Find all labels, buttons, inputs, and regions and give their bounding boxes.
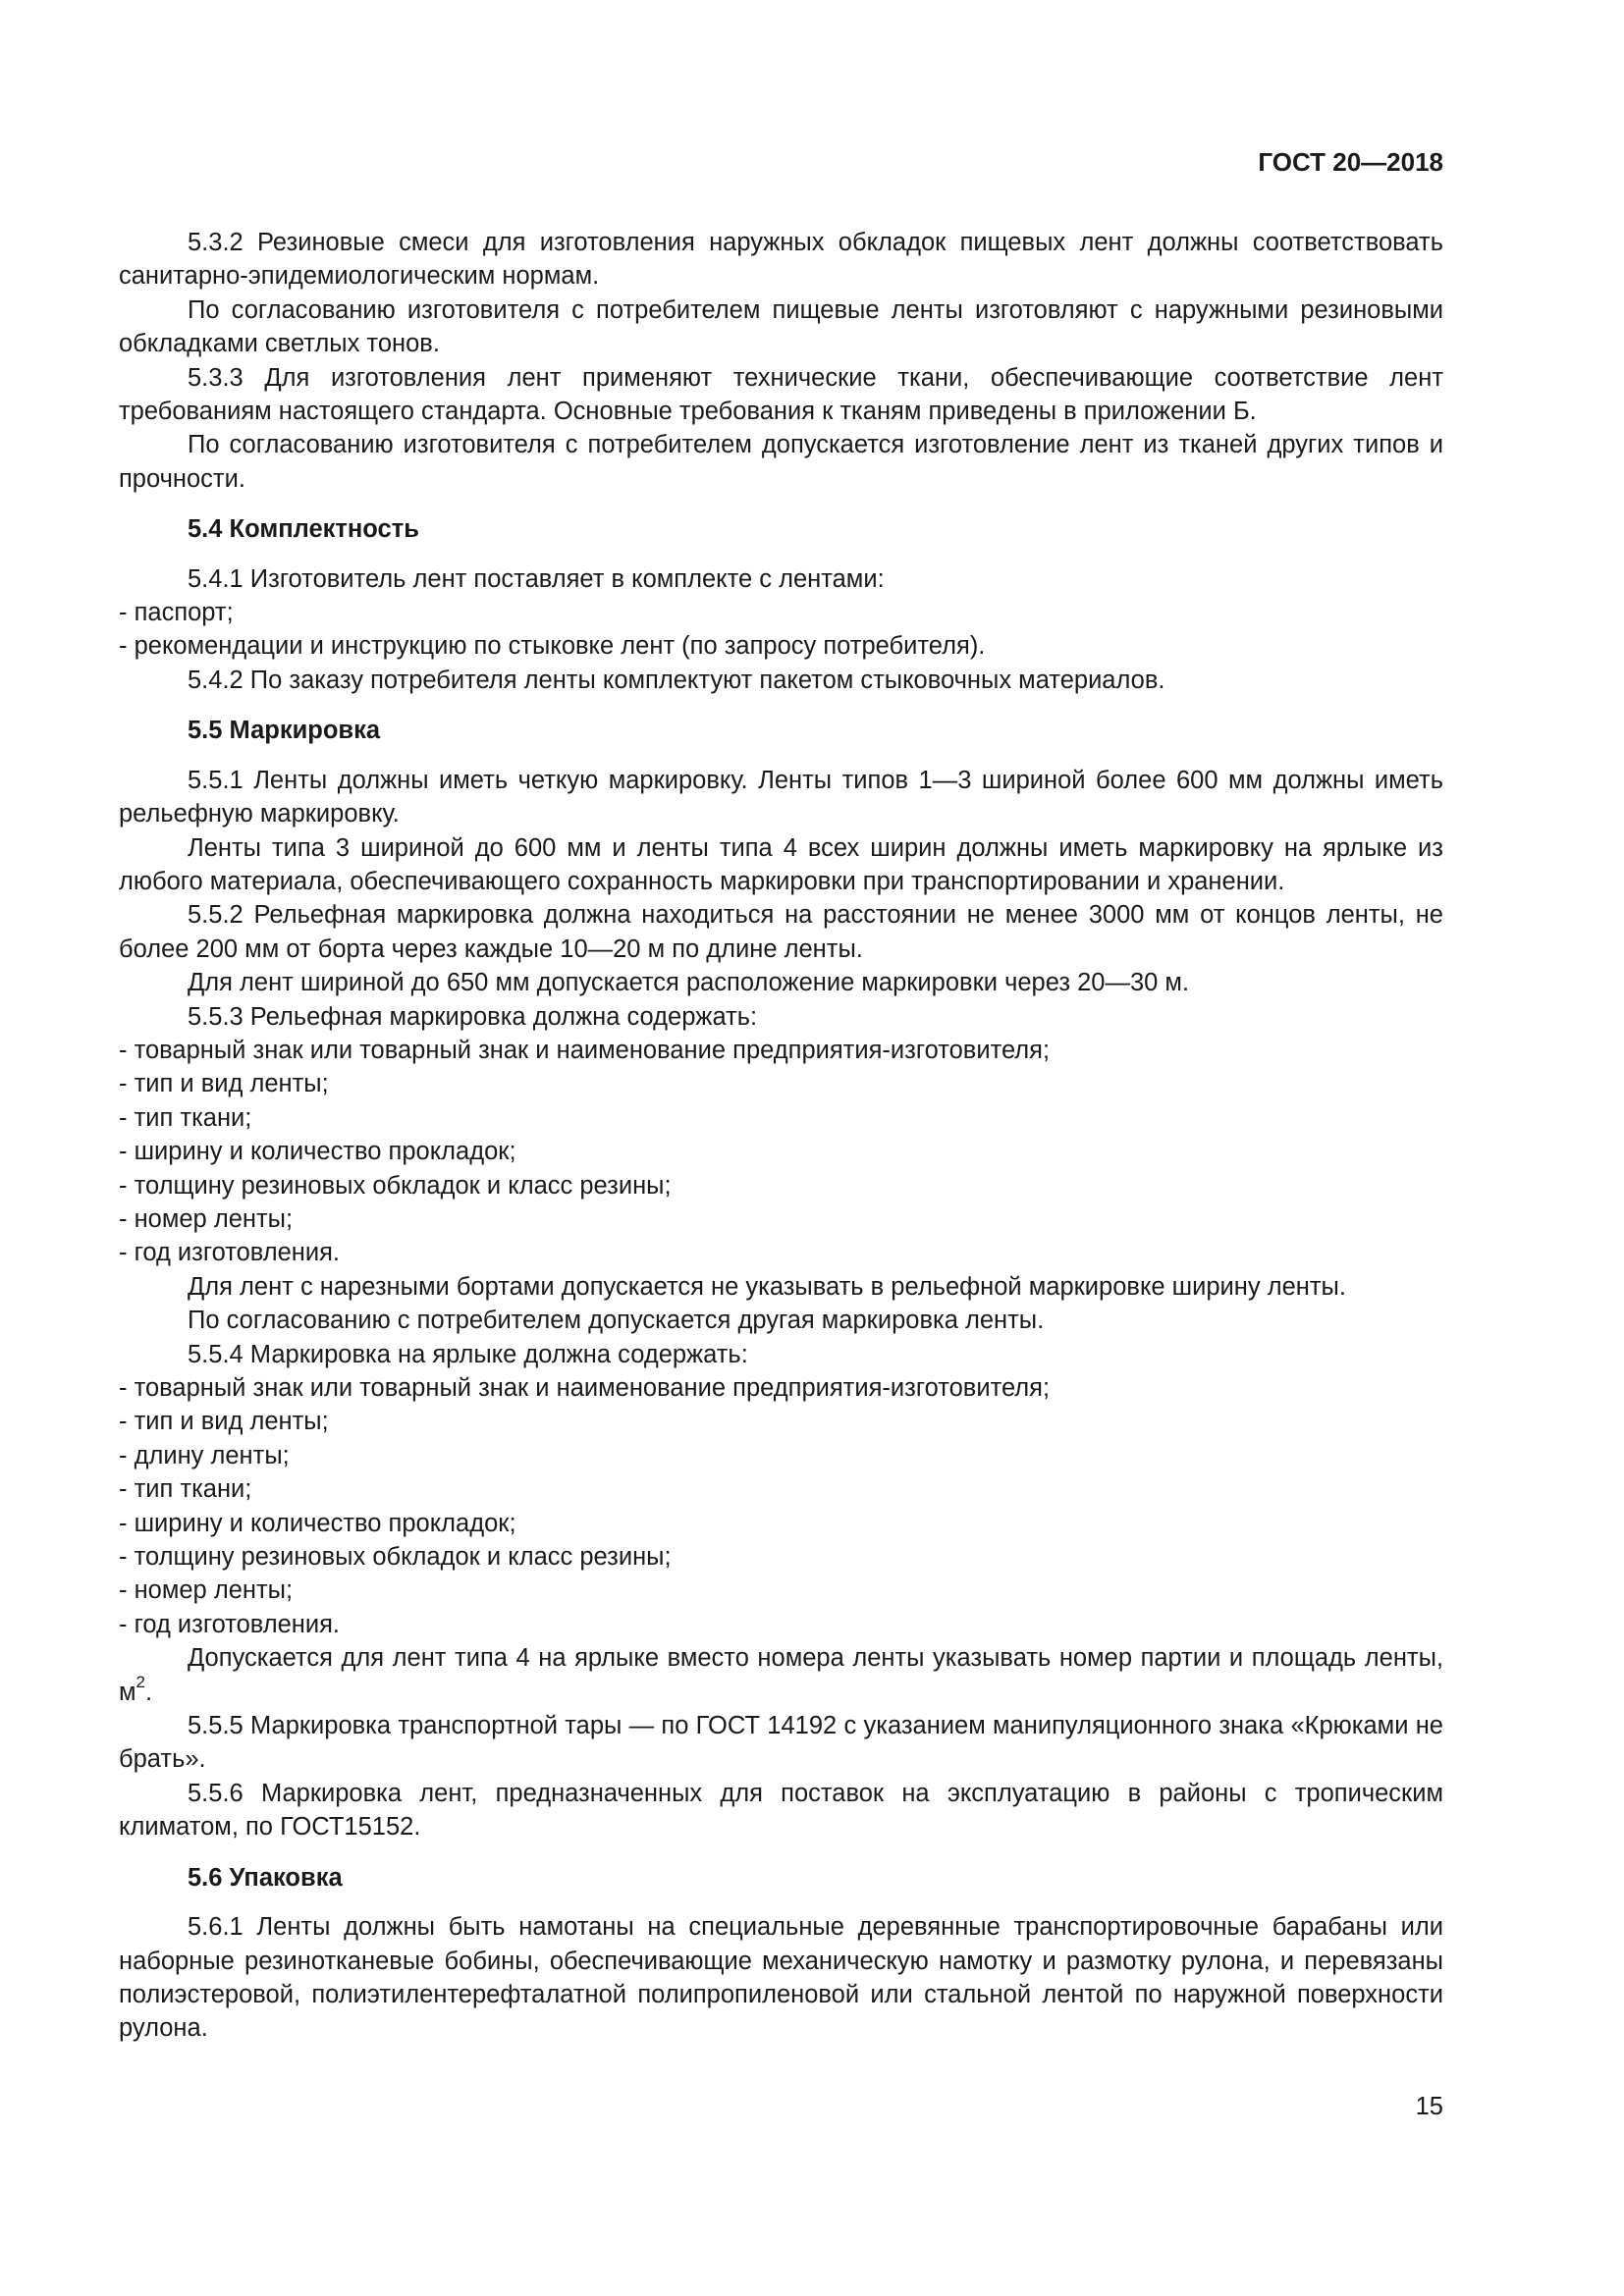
paragraph-5-5-4-b-text: Допускается для лент типа 4 на ярлыке вместо номера ленты указывать номер партии и площадь ленты, м <box>119 1644 1443 1706</box>
list-item: - год изготовления. <box>119 1610 341 1638</box>
paragraph-5-6-1: 5.6.1 Ленты должны быть намотаны на специальные деревянные транспортировочные барабаны или наборные резинотканевые бобины, обеспечивающие механическую намотку и размотку рулона, и перевязаны полиэстеровой, полиэтилентерефталатной полипропиленовой или стальной лентой по наружной поверхности рулона. <box>119 1913 1443 2043</box>
list-item: - товарный знак или товарный знак и наименование предприятия-изготовителя; <box>119 1036 1051 1064</box>
list-item: - паспорт; <box>119 599 234 627</box>
list-item: - номер ленты; <box>119 1576 294 1605</box>
paragraph-5-3-2: 5.3.2 Резиновые смеси для изготовления наружных обкладок пищевых лент должны соответствовать санитарно-эпидемиологическим нормам. <box>119 229 1443 291</box>
list-item: - тип ткани; <box>119 1475 252 1504</box>
paragraph-5-5-3-c: По согласованию с потребителем допускается другая маркировка ленты. <box>188 1307 1045 1335</box>
paragraph-5-5-4: 5.5.4 Маркировка на ярлыке должна содержать: <box>188 1340 748 1368</box>
list-item: - тип ткани; <box>119 1103 252 1132</box>
section-heading-5-4: 5.4 Комплектность <box>188 515 419 544</box>
page-number: 15 <box>1415 2093 1443 2120</box>
paragraph-5-5-2-b: Для лент шириной до 650 мм допускается расположение маркировки через 20—30 м. <box>188 969 1190 997</box>
paragraph-5-5-3: 5.5.3 Рельефная маркировка должна содержать: <box>188 1002 758 1031</box>
section-heading-5-6: 5.6 Упаковка <box>188 1863 343 1892</box>
list-item: - толщину резиновых обкладок и класс резины; <box>119 1543 672 1572</box>
paragraph-5-5-6: 5.5.6 Маркировка лент, предназначенных для поставок на эксплуатацию в районы с тропическим климатом, по ГОСТ15152. <box>119 1779 1443 1842</box>
list-item: - год изготовления. <box>119 1239 341 1267</box>
list-item: - товарный знак или товарный знак и наименование предприятия-изготовителя; <box>119 1374 1051 1402</box>
paragraph-5-5-1-b: Ленты типа 3 шириной до 600 мм и ленты типа 4 всех ширин должны иметь маркировку на ярлыке из любого материала, обеспечивающего сохранность маркировки при транспортировании и хранении. <box>119 833 1443 895</box>
paragraph-5-5-4-b-end: . <box>145 1678 153 1706</box>
paragraph-5-4-2: 5.4.2 По заказу потребителя ленты комплектуют пакетом стыковочных материалов. <box>188 666 1165 694</box>
paragraph-5-5-3-b: Для лент с нарезными бортами допускается не указывать в рельефной маркировке ширину ленты. <box>188 1272 1346 1301</box>
superscript: 2 <box>135 1673 145 1692</box>
list-item: - ширину и количество прокладок; <box>119 1509 516 1537</box>
paragraph-5-3-2-b: По согласованию изготовителя с потребителем пищевые ленты изготовляют с наружными резиновыми обкладками светлых тонов. <box>119 295 1443 358</box>
standard-code-header: ГОСТ 20—2018 <box>1258 147 1443 177</box>
paragraph-5-5-5: 5.5.5 Маркировка транспортной тары — по ГОСТ 14192 с указанием манипуляционного знака «Крюками не брать». <box>119 1712 1443 1774</box>
paragraph-5-3-3-b: По согласованию изготовителя с потребителем допускается изготовление лент из тканей других типов и прочности. <box>119 431 1443 493</box>
paragraph-5-5-4-b <box>119 1641 1443 1709</box>
list-item: - рекомендации и инструкцию по стыковке лент (по запросу потребителя). <box>119 632 986 661</box>
list-item: - тип и вид ленты; <box>119 1070 329 1098</box>
list-item: - длину ленты; <box>119 1441 290 1469</box>
paragraph-5-4-1: 5.4.1 Изготовитель лент поставляет в комплекте с лентами: <box>188 564 885 593</box>
document-body <box>119 226 1443 2046</box>
paragraph-5-3-3: 5.3.3 Для изготовления лент применяют технические ткани, обеспечивающие соответствие лент требованиям настоящего стандарта. Основные требования к тканям приведены в приложении Б. <box>119 363 1443 426</box>
list-item: - тип и вид ленты; <box>119 1408 329 1436</box>
paragraph-5-5-1: 5.5.1 Ленты должны иметь четкую маркировку. Ленты типов 1—3 шириной более 600 мм должны иметь рельефную маркировку. <box>119 766 1443 828</box>
list-item: - ширину и количество прокладок; <box>119 1138 516 1166</box>
list-item: - номер ленты; <box>119 1204 294 1233</box>
section-heading-5-5: 5.5 Маркировка <box>188 717 381 745</box>
list-item: - толщину резиновых обкладок и класс резины; <box>119 1171 672 1200</box>
paragraph-5-5-2: 5.5.2 Рельефная маркировка должна находиться на расстоянии не менее 3000 мм от концов ленты, не более 200 мм от борта через каждые 10—20 м по длине ленты. <box>119 901 1443 963</box>
